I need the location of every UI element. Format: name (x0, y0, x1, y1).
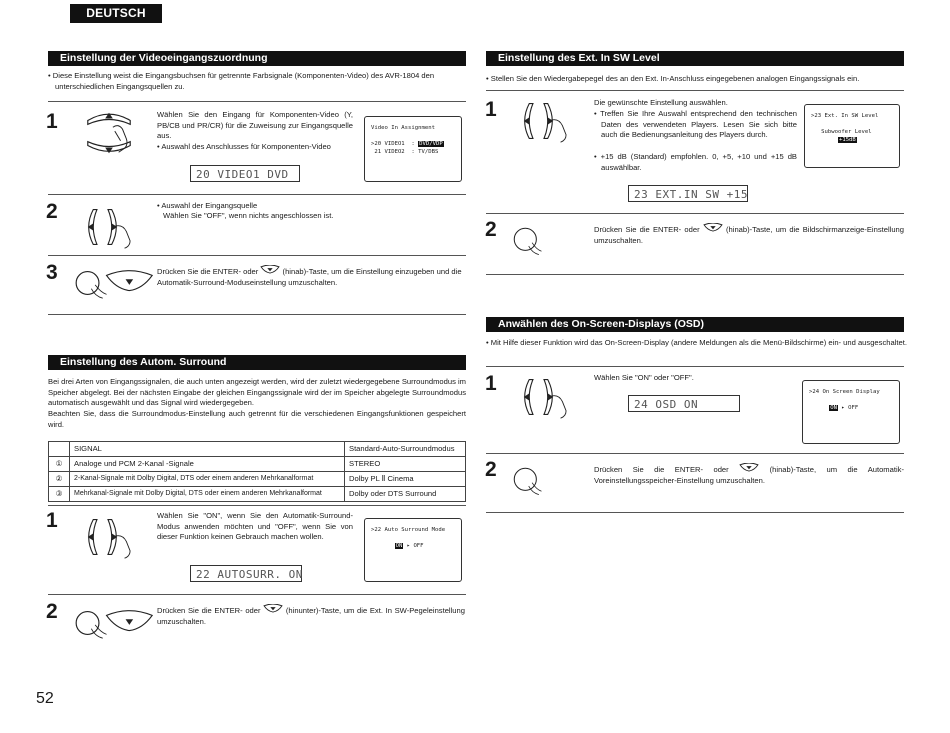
table-cell: STEREO (345, 457, 466, 472)
sw-step2-text: Drücken Sie die ENTER- oder (hinab)-Taste, um die Bildschirmanzeige-Einstellung umzuschalten. (594, 225, 904, 245)
table-cell: Mehrkanal-Signale mit Dolby Digital, DTS oder einem anderen Mehrkanalformat (70, 487, 345, 502)
divider (48, 505, 466, 506)
video-step2-text: Wählen Sie "OFF", wenn nichts angeschlossen ist. (163, 211, 334, 220)
divider (486, 90, 904, 91)
table-row (49, 457, 466, 472)
table-row (49, 472, 466, 487)
table-cell: Dolby PL Ⅱ Cinema (345, 472, 466, 487)
video-step1-bullet: • Auswahl des Anschlusses für Komponenten-Video (157, 142, 331, 151)
surround-step2-text: Drücken Sie die ENTER- oder (hinunter)-Taste, um die Ext. In SW-Pegeleinstellung umzuschalten. (157, 606, 465, 626)
left-right-button-icon (80, 514, 136, 560)
divider (48, 101, 466, 102)
sw-step1-bullet: • +15 dB (Standard) empfohlen. 0, +5, +10 und +15 dB auswählbar. (594, 152, 797, 172)
step-number: 2 (485, 218, 497, 241)
table-header-cell (49, 442, 70, 457)
left-right-button-icon (80, 204, 136, 250)
table-header-cell: Standard-Auto-Surroundmodus (345, 442, 466, 457)
osd-intro: • Mit Hilfe dieser Funktion wird das On-Screen-Display (andere Meldungen als die Menü-Bildschirme) ein- und ausgeschaltet. (486, 338, 907, 347)
divider (48, 314, 466, 315)
table-header-cell: SIGNAL (70, 442, 345, 457)
lcd-display: 22 AUTOSURR. ON (190, 565, 302, 582)
step-number: 3 (46, 261, 58, 284)
section-heading-auto-surround: Einstellung des Autom. Surround (48, 355, 466, 370)
surround-step1-text: Wählen Sie "ON", wenn Sie den Automatik-Surround-Modus anwenden möchten und "OFF", wenn Sie von dieser Funktion keinen Gebrauch machen wollen. (157, 511, 353, 542)
video-step2-bullet: • Auswahl der Eingangsquelle (157, 201, 258, 210)
left-right-button-icon (516, 98, 572, 144)
step-number: 1 (485, 98, 497, 121)
section-heading-osd: Anwählen des On-Screen-Displays (OSD) (486, 317, 904, 332)
step-number: 1 (46, 509, 58, 532)
osd-step2-text: Drücken Sie die ENTER- oder (hinab)-Taste, um die Automatik-Voreinstellungsspeicher-Einstellung umzuschalten. (594, 465, 904, 485)
lcd-display: 23 EXT.IN SW +15 (628, 185, 748, 202)
section-heading-video-assignment: Einstellung der Videoeingangszuordnung (48, 51, 466, 66)
table-cell: Dolby oder DTS Surround (345, 487, 466, 502)
section-heading-ext-sw-level: Einstellung des Ext. In SW Level (486, 51, 904, 66)
enter-button-icon (510, 464, 544, 498)
enter-down-button-icon (74, 264, 160, 302)
sw-step1-text: Die gewünschte Einstellung auswählen. (594, 98, 728, 107)
down-key-icon (260, 265, 280, 274)
sw-step1-bullet: • Treffen Sie Ihre Auswahl entsprechend den technischen Daten des verwendeten Players. Lesen Sie sich bitte auch die Bedienungsanleitung des Players durch. (594, 109, 797, 140)
language-tab: DEUTSCH (70, 4, 162, 23)
enter-button-icon (510, 224, 544, 258)
divider (486, 213, 904, 214)
video-intro: • Diese Einstellung weist die Eingangsbuchsen für getrennte Farbsignale (Komponenten-Video) des AVR-1804 den unterschiedlichen Eingangsquellen zu. (48, 71, 435, 91)
divider (48, 194, 466, 195)
step-number: 2 (46, 600, 58, 623)
sw-intro: • Stellen Sie den Wiedergabepegel des an den Ext. In-Anschluss eingegebenen analogen Eingangssignals ein. (486, 74, 860, 83)
video-step1-text: Wählen Sie den Eingang für Komponenten-Video (Y, PB/CB und PR/CR) für die Zuweisung zur Eingangsquelle aus. (157, 110, 353, 141)
table-row (49, 487, 466, 502)
step-number: 1 (485, 372, 497, 395)
table-header-row (49, 442, 466, 457)
step-number: 1 (46, 110, 58, 133)
table-cell: ③ (49, 487, 70, 502)
lcd-display: 24 OSD ON (628, 395, 740, 412)
signal-table (48, 441, 466, 502)
left-right-button-icon (516, 374, 572, 420)
divider (48, 255, 466, 256)
divider (486, 512, 904, 513)
video-step3-text: Drücken Sie die ENTER- oder (hinab)-Taste, um die Einstellung einzugeben und die Automatik-Surround-Moduseinstellung umzuschalten. (157, 267, 462, 287)
divider (48, 594, 466, 595)
osd-screen: >23 Ext. In SW Level Subwoofer Level +15dB (804, 104, 900, 168)
table-cell: ① (49, 457, 70, 472)
up-down-button-icon (80, 106, 138, 160)
lcd-display: 20 VIDEO1 DVD (190, 165, 300, 182)
table-cell: Analoge und PCM 2-Kanal -Signale (70, 457, 345, 472)
step-number: 2 (485, 458, 497, 481)
osd-step1-text: Wählen Sie "ON" oder "OFF". (594, 373, 694, 382)
surround-note: Beachten Sie, dass die Surroundmodus-Einstellung auch getrennt für die verschiedenen Eingangsfunktionen gespeichert wird. (48, 409, 466, 429)
step-number: 2 (46, 200, 58, 223)
table-cell: ② (49, 472, 70, 487)
down-key-icon (739, 463, 759, 472)
table-cell: 2-Kanal-Signale mit Dolby Digital, DTS oder einem anderen Mehrkanalformat (70, 472, 345, 487)
divider (486, 366, 904, 367)
osd-screen: >24 On Screen Display ON ▸ OFF (802, 380, 900, 444)
page-number: 52 (36, 690, 54, 707)
osd-screen: >22 Auto Surround Mode ON ▸ OFF (364, 518, 462, 582)
divider (486, 274, 904, 275)
enter-down-button-icon (74, 604, 160, 642)
osd-screen: Video In Assignment >20 VIDEO1 : DVD/VDP 21 VIDEO2 : TV/DBS (364, 116, 462, 182)
surround-paragraph: Bei drei Arten von Eingangssignalen, die auch unten angezeigt werden, wird der zuletzt wiedergegebene Surroundmodus im Speicher abgelegt. Bei der nächsten Eingabe der gleichen Eingangssignale wird der im Speicher abgelegte Surroundmodus automatisch ausgewählt und das Signal wird wiedergegeben. (48, 377, 466, 408)
divider (486, 453, 904, 454)
down-key-icon (703, 223, 723, 232)
down-key-icon (263, 604, 283, 613)
